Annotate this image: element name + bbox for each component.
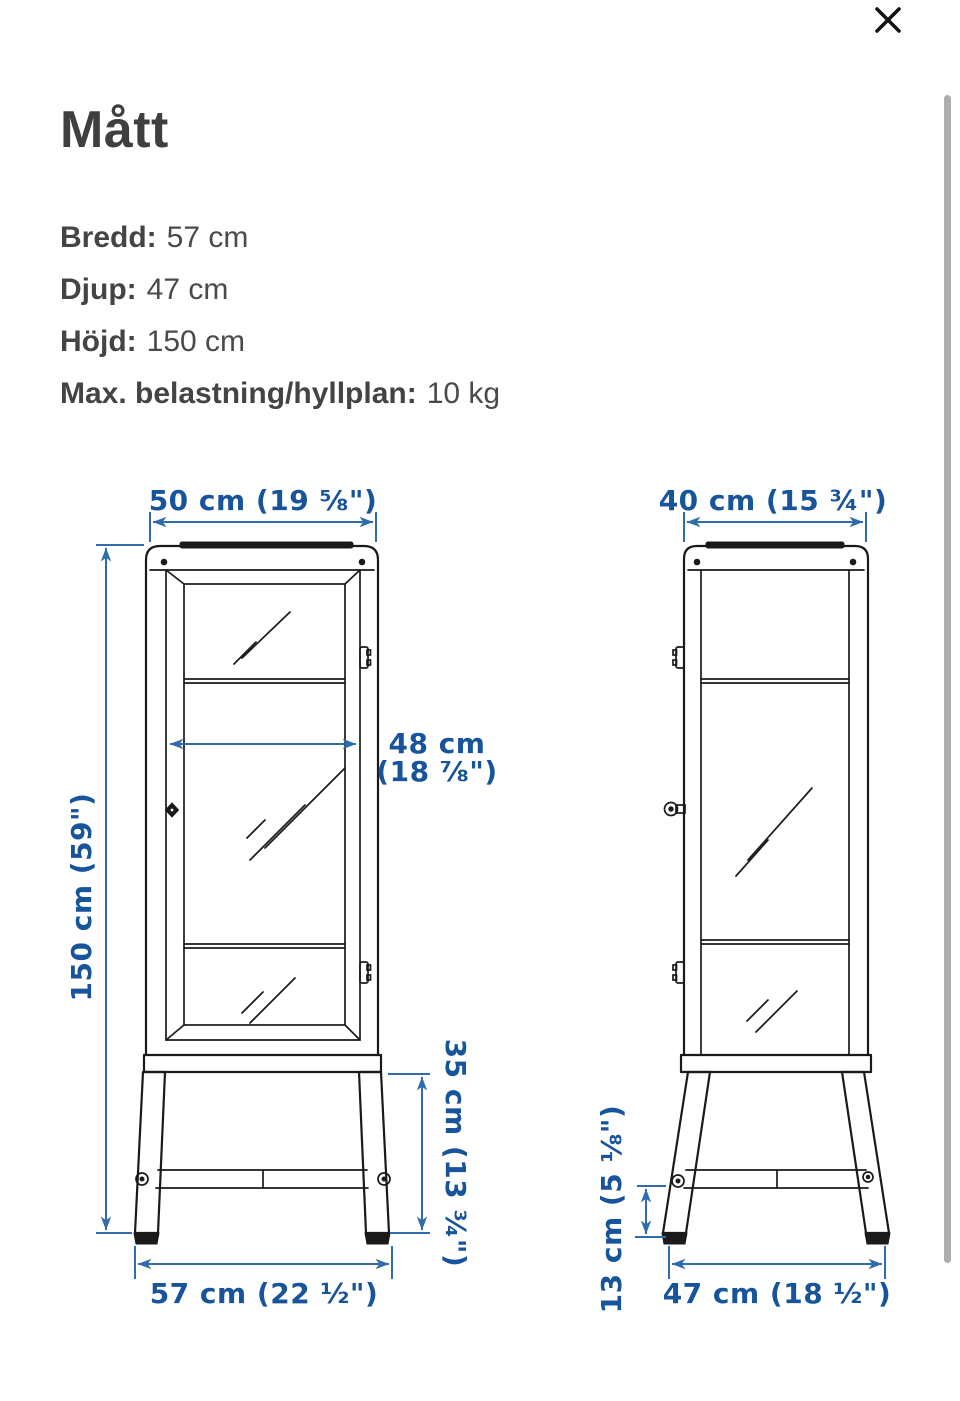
spec-value: 47 cm [146, 273, 229, 306]
screw-dot [359, 559, 365, 565]
hinge-icon [360, 647, 371, 983]
spec-label: Höjd: [60, 325, 137, 358]
spec-label: Djup: [60, 273, 137, 306]
cabinet-leg [663, 1072, 710, 1233]
screw-dot [850, 559, 856, 565]
cabinet-leg [135, 1072, 165, 1233]
glass-shine-marks [736, 788, 812, 1032]
spec-row-height [60, 316, 500, 368]
side-view-drawing [662, 542, 890, 1244]
spec-value: 10 kg [426, 377, 501, 410]
page-title: Mått [60, 101, 169, 159]
cabinet-top-strip [706, 542, 844, 548]
dim-front-top-width-label: 50 cm (19 ⅝") [148, 484, 378, 517]
shelf-line [701, 679, 849, 944]
dimension-spec-list [60, 212, 500, 420]
dim-front-height-label: 150 cm (59") [65, 792, 98, 1002]
front-view-drawing [134, 542, 390, 1244]
dim-side-top-depth-label: 40 cm (15 ¾") [658, 484, 888, 517]
spec-value: 150 cm [146, 325, 246, 358]
cabinet-foot [662, 1233, 687, 1244]
spec-row-width [60, 212, 500, 264]
close-button[interactable] [866, 0, 910, 42]
cabinet-foot [865, 1233, 890, 1244]
dim-front-leg-height-label: 35 cm (13 ¾") [439, 1038, 472, 1268]
dim-side-bottom-depth-label: 47 cm (18 ½") [662, 1277, 892, 1310]
side-view-dimensions [595, 484, 891, 1313]
spec-label: Bredd: [60, 221, 157, 254]
screw-dot [161, 559, 167, 565]
spec-label: Max. belastning/hyllplan: [60, 377, 417, 410]
front-view-dimensions [65, 484, 498, 1310]
cabinet-foot [365, 1233, 390, 1244]
spec-value: 57 cm [166, 221, 249, 254]
glass-shine-marks [234, 612, 345, 1023]
cabinet-leg [359, 1072, 389, 1233]
spec-row-depth [60, 264, 500, 316]
glass-door-panel [184, 584, 345, 1025]
close-icon [871, 3, 905, 37]
stretcher-bar [156, 1170, 368, 1188]
dimension-diagram [0, 470, 960, 1330]
stretcher-bar [684, 1170, 868, 1188]
dim-front-bottom-width-label: 57 cm (22 ½") [149, 1277, 379, 1310]
leg-screw-icon [672, 1172, 873, 1187]
cabinet-leg [842, 1072, 889, 1233]
shelf-line [184, 679, 345, 948]
door-knob-icon [166, 803, 179, 817]
spec-row-max-load [60, 368, 500, 420]
dim-side-leg-height-label: 13 cm (5 ⅛") [595, 1104, 628, 1314]
screw-dot [694, 559, 700, 565]
cabinet-drawing-svg [0, 470, 960, 1330]
cabinet-top-strip [180, 542, 353, 548]
dim-front-inner-width-label-line1: 48 cm [388, 727, 486, 760]
dim-front-inner-width-label-line2: (18 ⅞") [376, 755, 498, 788]
door-knob-icon [665, 803, 686, 816]
cabinet-foot [134, 1233, 159, 1244]
